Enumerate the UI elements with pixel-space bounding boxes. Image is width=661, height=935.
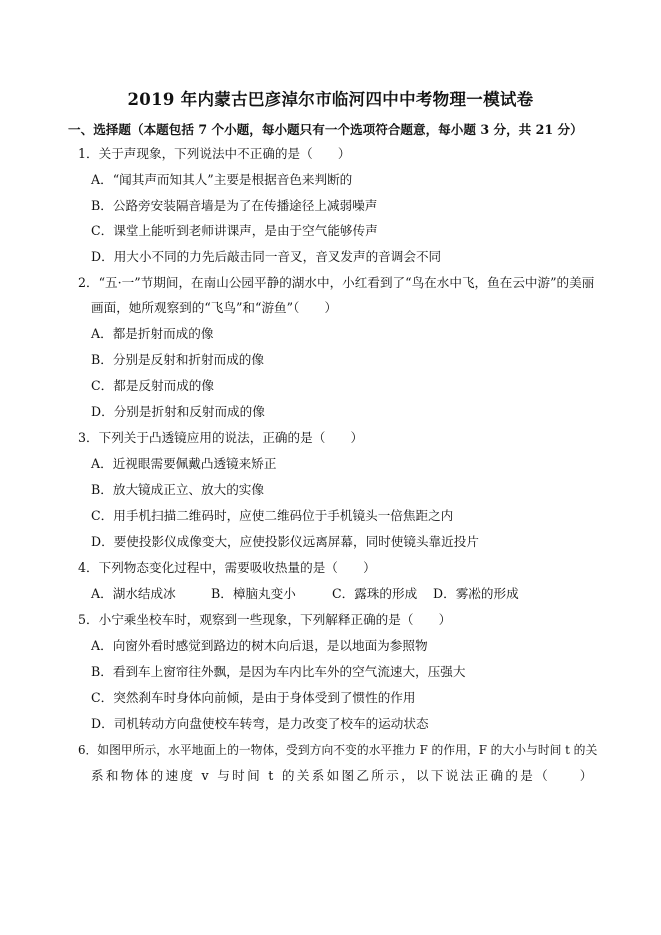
question-6-stem-line-2: 系和物体的速度 v 与时间 t 的关系如图乙所示，以下说法正确的是（ ） [91,768,595,783]
question-4-stem: 4．下列物态变化过程中，需要吸收热量的是（ ） [78,560,376,575]
question-4-option-b[interactable]: B．樟脑丸变小 [211,586,296,601]
question-3-option-a[interactable]: A．近视眼需要佩戴凸透镜来矫正 [91,456,277,471]
question-6-stem-line-1: 6．如图甲所示，水平地面上的一物体，受到方向不变的水平推力 F 的作用，F 的大小与时间 t 的关 [78,743,598,757]
question-2-option-b[interactable]: B．分别是反射和折射而成的像 [91,352,264,367]
question-5-option-c[interactable]: C．突然刹车时身体向前倾，是由于身体受到了惯性的作用 [91,690,416,705]
question-4-option-a[interactable]: A．湖水结成冰 [91,586,176,601]
question-5-option-a[interactable]: A．向窗外看时感觉到路边的树木向后退，是以地面为参照物 [91,638,428,653]
question-2-option-d[interactable]: D．分别是折射和反射而成的像 [91,404,265,419]
question-2-option-c[interactable]: C．都是反射而成的像 [91,378,214,393]
question-3-option-c[interactable]: C．用手机扫描二维码时，应使二维码位于手机镜头一倍焦距之内 [91,508,454,523]
question-2-stem-line-2: 画面，她所观察到的“飞鸟”和“游鱼”（ ） [91,300,338,315]
question-1-option-d[interactable]: D．用大小不同的力先后敲击同一音叉，音叉发声的音调会不同 [91,249,442,264]
question-4-option-c[interactable]: C．露珠的形成 [332,586,418,601]
question-2-option-a[interactable]: A．都是折射而成的像 [91,326,214,341]
question-2-stem-line-1: 2．“五·一”节期间，在南山公园平静的湖水中，小红看到了“鸟在水中飞，鱼在云中游”的美丽 [78,275,595,290]
question-1-stem: 1．关于声现象，下列说法中不正确的是（ ） [78,146,351,161]
section-heading: 一、选择题（本题包括 7 个小题，每小题只有一个选项符合题意，每小题 3 分，共 21 分） [68,122,583,137]
question-5-option-b[interactable]: B．看到车上窗帘往外飘，是因为车内比车外的空气流速大，压强大 [91,664,466,679]
question-3-stem: 3．下列关于凸透镜应用的说法，正确的是（ ） [78,430,364,445]
question-4-option-d[interactable]: D．雾凇的形成 [433,586,519,601]
question-3-option-d[interactable]: D．要使投影仪成像变大，应使投影仪远离屏幕，同时使镜头靠近投片 [91,534,479,549]
question-1-option-c[interactable]: C．课堂上能听到老师讲课声，是由于空气能够传声 [91,223,378,238]
page-title: 2019 年内蒙古巴彦淖尔市临河四中中考物理一模试卷 [127,90,534,109]
question-1-option-b[interactable]: B．公路旁安装隔音墙是为了在传播途径上减弱噪声 [91,198,378,213]
question-5-option-d[interactable]: D．司机转动方向盘使校车转弯，是力改变了校车的运动状态 [91,716,429,731]
question-3-option-b[interactable]: B．放大镜成正立、放大的实像 [91,482,264,497]
question-4-options [91,586,571,602]
question-1-option-a[interactable]: A．“闻其声而知其人”主要是根据音色来判断的 [91,172,353,187]
question-5-stem: 5．小宁乘坐校车时，观察到一些现象，下列解释正确的是（ ） [78,612,452,627]
